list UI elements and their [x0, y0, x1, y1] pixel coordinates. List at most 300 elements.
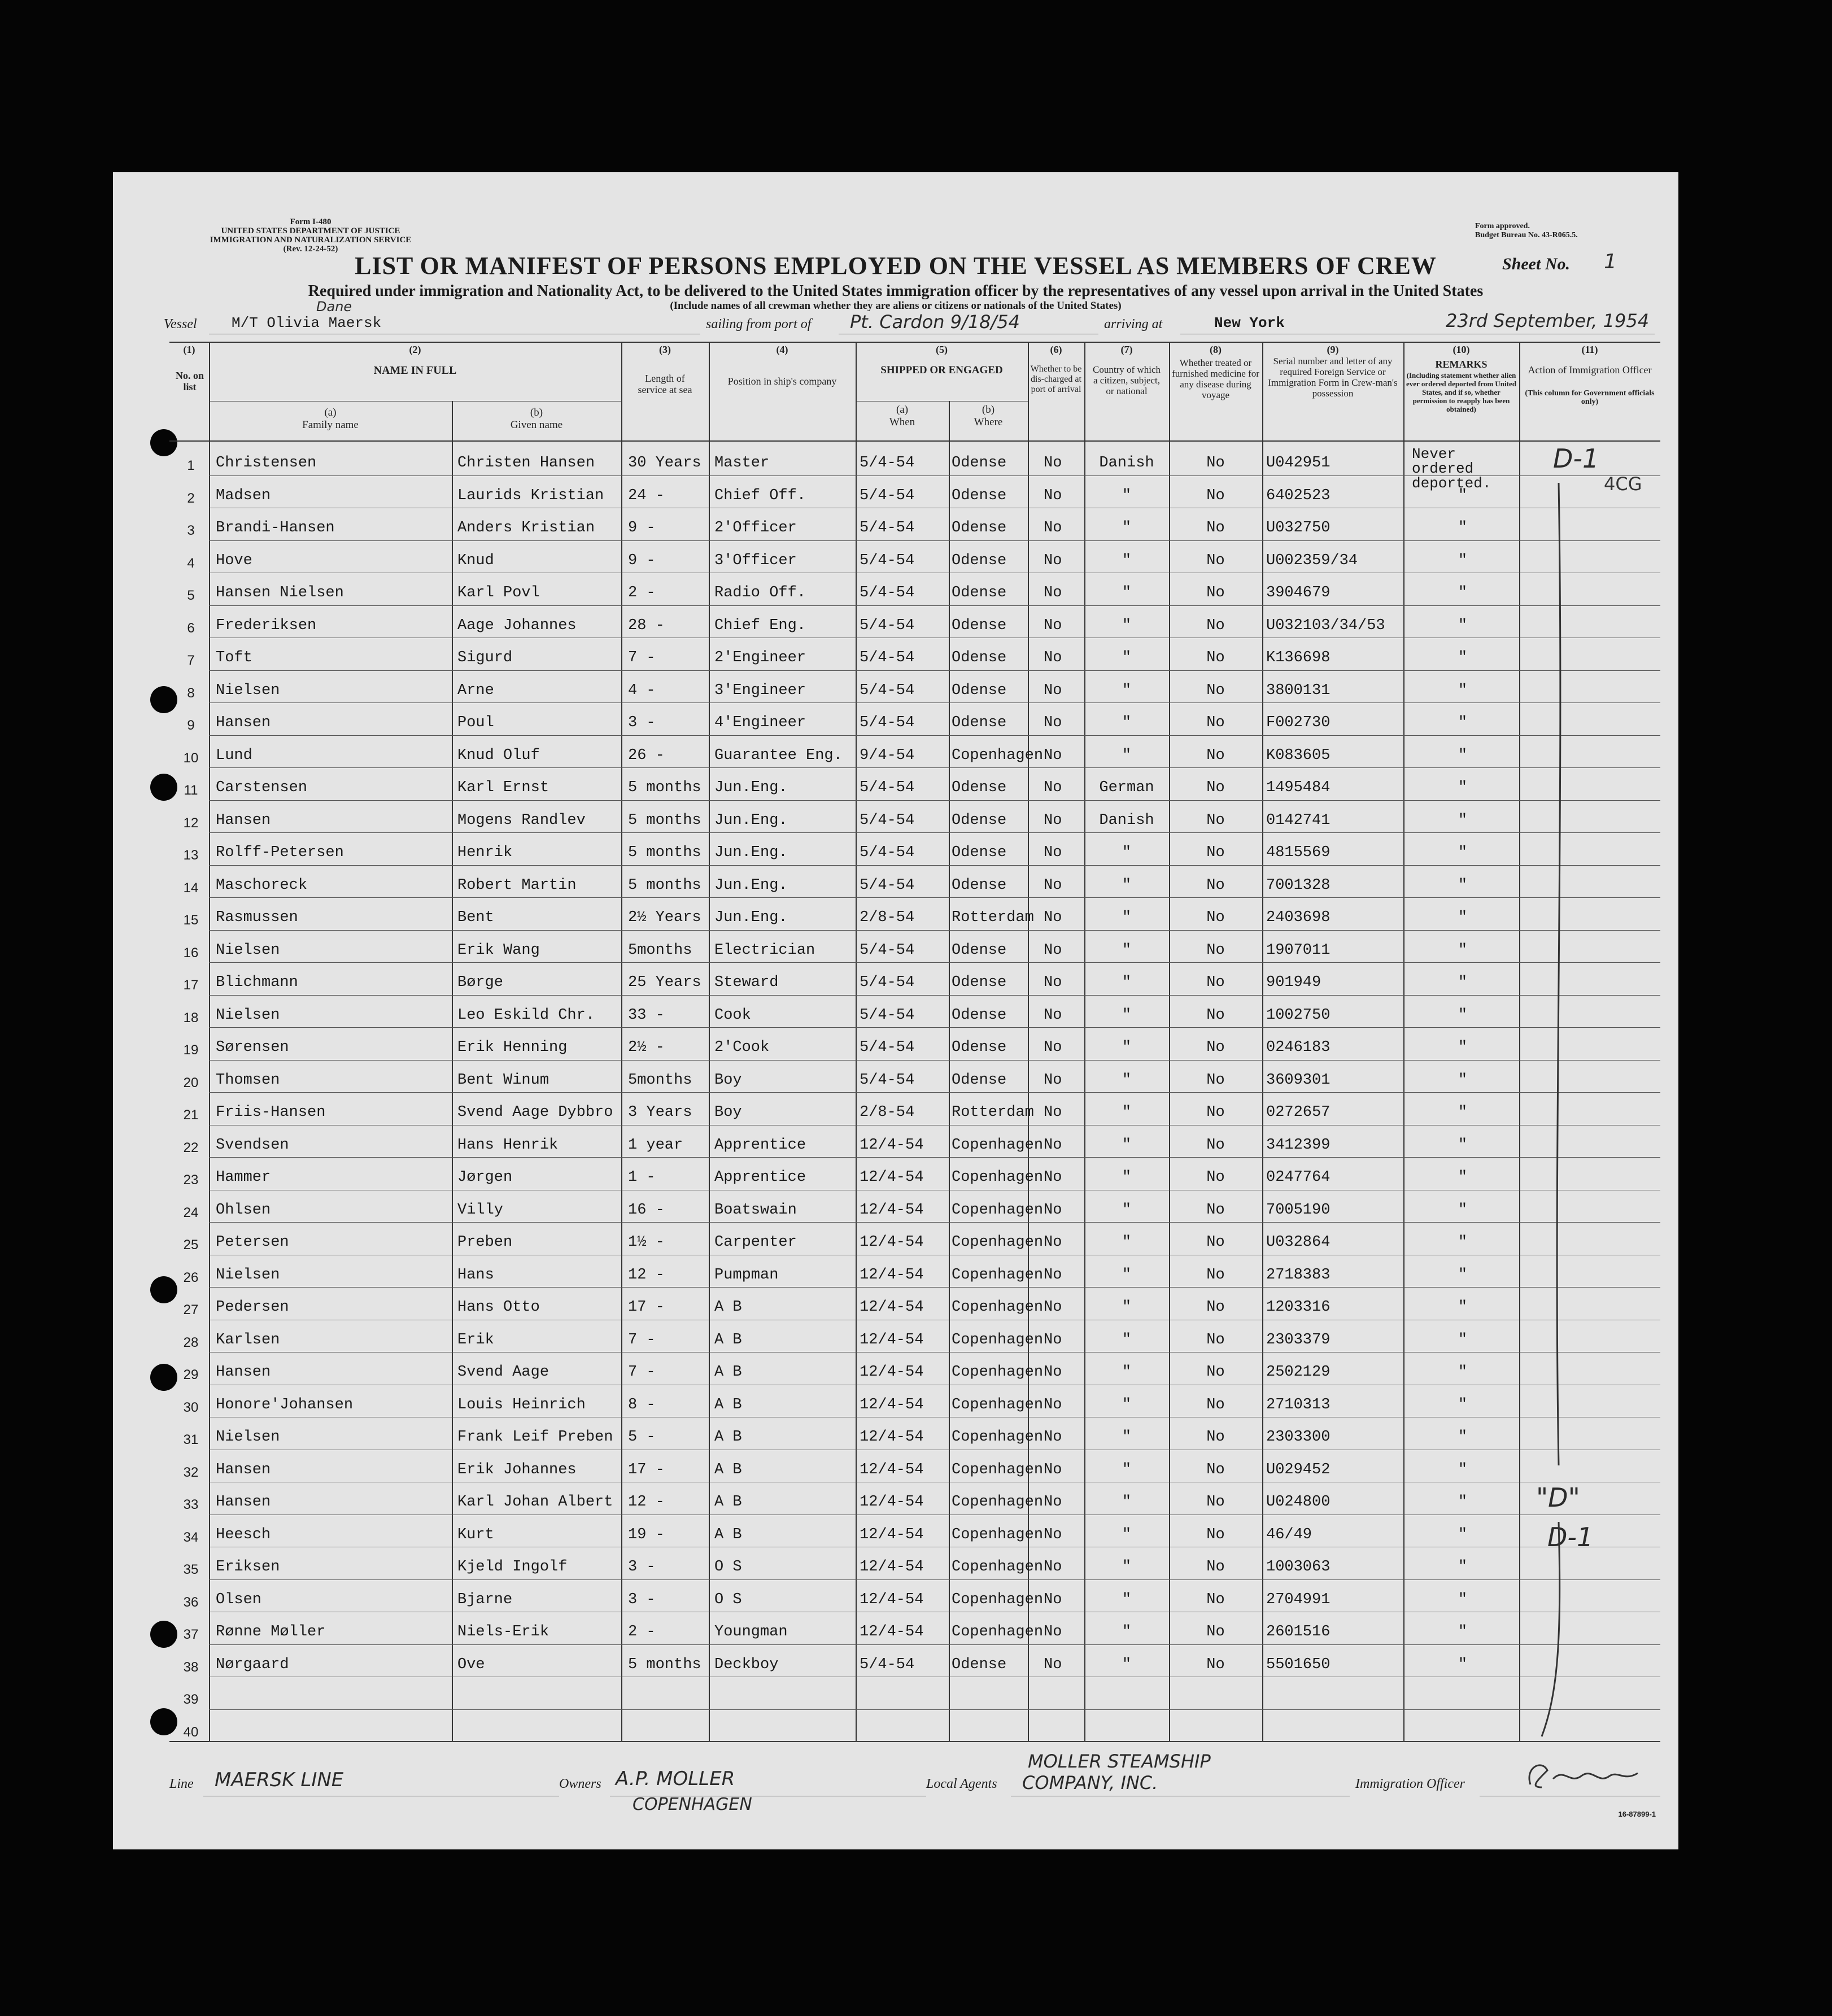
- cell-medicine: No: [1206, 974, 1225, 991]
- cell-medicine: No: [1206, 1267, 1225, 1284]
- row-number: 32: [183, 1465, 199, 1480]
- cell-given: Bjarne: [457, 1591, 513, 1608]
- cell-remarks: ": [1458, 1039, 1468, 1056]
- cell-where: Odense: [952, 974, 1007, 991]
- col-remarks: REMARKS: [1435, 359, 1488, 370]
- cell-service: 5 months: [628, 779, 701, 796]
- cell-position: Radio Off.: [714, 584, 806, 601]
- row-number: 8: [187, 686, 195, 701]
- col-5-number: (5): [936, 344, 948, 355]
- cell-when: 5/4-54: [860, 584, 915, 601]
- cell-medicine: No: [1206, 1429, 1225, 1446]
- cell-service: 3 -: [628, 1591, 656, 1608]
- cell-country: ": [1122, 974, 1132, 991]
- col-6-number: (6): [1050, 344, 1062, 355]
- sailing-port: Pt. Cardon 9/18/54: [850, 311, 1020, 333]
- cell-serial: 0272657: [1266, 1104, 1331, 1121]
- vessel-label: Vessel: [164, 317, 197, 331]
- cell-position: Cook: [714, 1007, 751, 1024]
- cell-where: Copenhagen: [952, 1559, 1044, 1576]
- cell-service: 5 months: [628, 812, 701, 829]
- cell-discharge: No: [1044, 1429, 1062, 1446]
- cell-discharge: No: [1044, 1591, 1062, 1608]
- cell-given: Louis Heinrich: [457, 1397, 586, 1413]
- cell-where: Copenhagen: [952, 1526, 1044, 1543]
- cell-when: 5/4-54: [860, 649, 915, 666]
- cell-position: Jun.Eng.: [714, 877, 788, 894]
- cell-where: Odense: [952, 779, 1007, 796]
- row-number: 33: [183, 1497, 199, 1512]
- cell-serial: U032750: [1266, 520, 1331, 536]
- cell-position: A B: [714, 1397, 742, 1413]
- cell-service: 17 -: [628, 1299, 665, 1316]
- cell-service: 25 Years: [628, 974, 701, 991]
- cell-when: 5/4-54: [860, 1072, 915, 1089]
- cell-given: Knud Oluf: [457, 747, 540, 764]
- cell-discharge: No: [1044, 1364, 1062, 1381]
- cell-country: ": [1122, 682, 1132, 699]
- row-number: 34: [183, 1530, 199, 1545]
- cell-medicine: No: [1206, 682, 1225, 699]
- cell-given: Hans Henrik: [457, 1137, 559, 1154]
- cell-family: Nielsen: [216, 1267, 280, 1284]
- cell-country: ": [1122, 1169, 1132, 1186]
- cell-serial: F002730: [1266, 714, 1331, 731]
- cell-where: Odense: [952, 487, 1007, 504]
- cell-serial: U029452: [1266, 1461, 1331, 1478]
- cell-where: Odense: [952, 1656, 1007, 1673]
- vessel-annotation: Dane: [316, 299, 352, 315]
- cell-position: Guarantee Eng.: [714, 747, 843, 764]
- cell-discharge: No: [1044, 909, 1062, 926]
- row-number: 12: [183, 815, 199, 831]
- cell-serial: 4815569: [1266, 844, 1331, 861]
- cell-medicine: No: [1206, 1007, 1225, 1024]
- cell-given: Preben: [457, 1234, 513, 1251]
- cell-service: 4 -: [628, 682, 656, 699]
- cell-country: ": [1122, 584, 1132, 601]
- cell-country: ": [1122, 552, 1132, 569]
- cell-position: Carpenter: [714, 1234, 797, 1251]
- row-number: 20: [183, 1075, 199, 1090]
- cell-remarks: ": [1458, 487, 1468, 504]
- annotation-d34: "D": [1536, 1482, 1580, 1513]
- cell-medicine: No: [1206, 1656, 1225, 1673]
- department: UNITED STATES DEPARTMENT OF JUSTICE: [221, 226, 400, 235]
- cell-when: 12/4-54: [860, 1202, 924, 1219]
- col-country: Country of which a citizen, subject, or national: [1093, 364, 1161, 396]
- cell-family: Petersen: [216, 1234, 289, 1251]
- cell-remarks: ": [1458, 520, 1468, 536]
- cell-serial: 2601516: [1266, 1624, 1331, 1640]
- cell-serial: 3800131: [1266, 682, 1331, 699]
- cell-country: ": [1122, 1591, 1132, 1608]
- cell-service: 30 Years: [628, 455, 701, 472]
- cell-serial: 2704991: [1266, 1591, 1331, 1608]
- cell-where: Odense: [952, 1039, 1007, 1056]
- cell-discharge: No: [1044, 1461, 1062, 1478]
- cell-given: Christen Hansen: [457, 455, 595, 472]
- cell-remarks: ": [1458, 1104, 1468, 1121]
- cell-service: 5 months: [628, 1656, 701, 1673]
- cell-when: 5/4-54: [860, 1656, 915, 1673]
- col-list-number: No. on list: [175, 370, 204, 392]
- cell-medicine: No: [1206, 1461, 1225, 1478]
- cell-given: Kjeld Ingolf: [457, 1559, 568, 1576]
- cell-when: 12/4-54: [860, 1559, 924, 1576]
- cell-serial: 1495484: [1266, 779, 1331, 796]
- cell-when: 5/4-54: [860, 974, 915, 991]
- cell-where: Copenhagen: [952, 1364, 1044, 1381]
- cell-remarks: ": [1458, 1656, 1468, 1673]
- cell-discharge: No: [1044, 812, 1062, 829]
- cell-when: 12/4-54: [860, 1299, 924, 1316]
- cell-when: 12/4-54: [860, 1591, 924, 1608]
- cell-given: Erik Johannes: [457, 1461, 577, 1478]
- cell-when: 5/4-54: [860, 1039, 915, 1056]
- cell-when: 5/4-54: [860, 844, 915, 861]
- cell-where: Copenhagen: [952, 1461, 1044, 1478]
- subtitle: Required under immigration and Nationality Act, to be delivered to the United States immigration officer by the representatives of any vessel upon arrival in the United States: [308, 282, 1484, 300]
- cell-service: 5months: [628, 1072, 692, 1089]
- row-number: 7: [187, 653, 195, 668]
- cell-position: Jun.Eng.: [714, 909, 788, 926]
- cell-where: Odense: [952, 812, 1007, 829]
- cell-serial: 0247764: [1266, 1169, 1331, 1186]
- cell-discharge: No: [1044, 520, 1062, 536]
- form-number: Form I-480: [290, 217, 331, 226]
- sheet-number-value: 1: [1604, 250, 1617, 273]
- cell-where: Copenhagen: [952, 1234, 1044, 1251]
- cell-serial: 7001328: [1266, 877, 1331, 894]
- line-value: MAERSK LINE: [215, 1769, 344, 1791]
- col-officer-action-note: (This column for Government officials only): [1525, 389, 1655, 406]
- cell-given: Svend Aage Dybbro: [457, 1104, 613, 1121]
- cell-family: Hansen: [216, 1364, 271, 1381]
- cell-serial: K136698: [1266, 649, 1331, 666]
- col-name-in-full: NAME IN FULL: [373, 364, 457, 377]
- cell-remarks: ": [1458, 1072, 1468, 1089]
- cell-country: ": [1122, 1364, 1132, 1381]
- arriving-port: New York: [1214, 315, 1285, 331]
- cell-country: ": [1122, 487, 1132, 504]
- cell-remarks: ": [1458, 1234, 1468, 1251]
- cell-remarks: ": [1458, 974, 1468, 991]
- cell-family: Toft: [216, 649, 252, 666]
- cell-where: Odense: [952, 1072, 1007, 1089]
- cell-discharge: No: [1044, 1039, 1062, 1056]
- row-number: 6: [187, 621, 195, 636]
- owners-city: COPENHAGEN: [633, 1795, 752, 1814]
- cell-serial: U032103/34/53: [1266, 617, 1385, 634]
- cell-remarks: ": [1458, 649, 1468, 666]
- cell-remarks: ": [1458, 1559, 1468, 1576]
- cell-service: 16 -: [628, 1202, 665, 1219]
- cell-given: Knud: [457, 552, 494, 569]
- cell-medicine: No: [1206, 1494, 1225, 1511]
- cell-service: 26 -: [628, 747, 665, 764]
- row-number: 35: [183, 1562, 199, 1577]
- cell-given: Sigurd: [457, 649, 513, 666]
- cell-country: ": [1122, 1332, 1132, 1349]
- cell-family: Sørensen: [216, 1039, 289, 1056]
- cell-serial: U042951: [1266, 455, 1331, 472]
- col-when: (a) When: [889, 404, 915, 428]
- cell-position: Electrician: [714, 942, 815, 959]
- officer-label: Immigration Officer: [1355, 1777, 1465, 1791]
- cell-medicine: No: [1206, 1397, 1225, 1413]
- cell-given: Aage Johannes: [457, 617, 577, 634]
- cell-discharge: No: [1044, 714, 1062, 731]
- cell-discharge: No: [1044, 942, 1062, 959]
- cell-where: Odense: [952, 552, 1007, 569]
- row-number: 40: [183, 1725, 199, 1740]
- row-number: 36: [183, 1595, 199, 1610]
- col-serial-number: Serial number and letter of any required Foreign Service or Immigration Form in Crew-man's possession: [1268, 356, 1398, 399]
- cell-remarks: ": [1458, 1007, 1468, 1024]
- cell-country: ": [1122, 747, 1132, 764]
- cell-where: Copenhagen: [952, 1137, 1044, 1154]
- cell-position: Youngman: [714, 1624, 788, 1640]
- row-number: 14: [183, 880, 199, 896]
- cell-position: Boatswain: [714, 1202, 797, 1219]
- cell-serial: 2718383: [1266, 1267, 1331, 1284]
- cell-where: Copenhagen: [952, 1429, 1044, 1446]
- annotation-4cg: 4CG: [1604, 473, 1642, 495]
- col-3-number: (3): [659, 344, 671, 355]
- cell-country: ": [1122, 714, 1132, 731]
- cell-medicine: No: [1206, 584, 1225, 601]
- cell-position: Chief Off.: [714, 487, 806, 504]
- cell-given: Bent: [457, 909, 494, 926]
- row-number: 9: [187, 718, 195, 733]
- cell-discharge: No: [1044, 552, 1062, 569]
- agents-value-2: COMPANY, INC.: [1022, 1772, 1158, 1794]
- cell-remarks: ": [1458, 1624, 1468, 1640]
- cell-serial: 7005190: [1266, 1202, 1331, 1219]
- cell-remarks: ": [1458, 1397, 1468, 1413]
- cell-discharge: No: [1044, 649, 1062, 666]
- cell-service: 28 -: [628, 617, 665, 634]
- col-11-number: (11): [1581, 344, 1598, 355]
- cell-serial: 901949: [1266, 974, 1321, 991]
- service: IMMIGRATION AND NATURALIZATION SERVICE: [210, 235, 412, 245]
- cell-position: 2'Engineer: [714, 649, 806, 666]
- sailing-label: sailing from port of: [706, 317, 812, 331]
- cell-country: ": [1122, 1104, 1132, 1121]
- cell-given: Arne: [457, 682, 494, 699]
- cell-country: ": [1122, 520, 1132, 536]
- cell-where: Odense: [952, 1007, 1007, 1024]
- cell-where: Copenhagen: [952, 1494, 1044, 1511]
- cell-remarks: ": [1458, 1429, 1468, 1446]
- row-number: 13: [183, 848, 199, 863]
- col-9-number: (9): [1327, 344, 1339, 355]
- cell-given: Karl Povl: [457, 584, 540, 601]
- cell-medicine: No: [1206, 844, 1225, 861]
- row-number: 5: [187, 588, 195, 603]
- cell-country: ": [1122, 1624, 1132, 1640]
- line-label: Line: [169, 1777, 194, 1791]
- cell-service: 5months: [628, 942, 692, 959]
- cell-serial: 3609301: [1266, 1072, 1331, 1089]
- row-number: 19: [183, 1042, 199, 1058]
- form-meta: [169, 217, 452, 254]
- cell-given: Hans: [457, 1267, 494, 1284]
- cell-position: 2'Cook: [714, 1039, 770, 1056]
- cell-country: ": [1122, 942, 1132, 959]
- cell-position: Jun.Eng.: [714, 779, 788, 796]
- cell-country: ": [1122, 1267, 1132, 1284]
- cell-position: Pumpman: [714, 1267, 779, 1284]
- cell-serial: 5501650: [1266, 1656, 1331, 1673]
- cell-discharge: No: [1044, 974, 1062, 991]
- cell-remarks: ": [1458, 1137, 1468, 1154]
- cell-serial: 46/49: [1266, 1526, 1312, 1543]
- cell-service: 12 -: [628, 1494, 665, 1511]
- col-2-number: (2): [409, 344, 421, 355]
- subtitle-note: (Include names of all crewman whether they are aliens or citizens or nationals of the United States): [670, 300, 1122, 312]
- cell-discharge: No: [1044, 1234, 1062, 1251]
- cell-medicine: No: [1206, 747, 1225, 764]
- cell-discharge: No: [1044, 487, 1062, 504]
- cell-service: 5 months: [628, 844, 701, 861]
- cell-medicine: No: [1206, 1169, 1225, 1186]
- cell-country: ": [1122, 877, 1132, 894]
- cell-service: 3 Years: [628, 1104, 692, 1121]
- manifest-sheet: [113, 172, 1678, 1849]
- cell-where: Odense: [952, 455, 1007, 472]
- cell-where: Copenhagen: [952, 1169, 1044, 1186]
- cell-serial: U002359/34: [1266, 552, 1358, 569]
- cell-discharge: No: [1044, 1494, 1062, 1511]
- cell-when: 5/4-54: [860, 1007, 915, 1024]
- cell-given: Erik: [457, 1332, 494, 1349]
- cell-family: Hansen: [216, 1461, 271, 1478]
- cell-remarks: ": [1458, 1364, 1468, 1381]
- cell-medicine: No: [1206, 1332, 1225, 1349]
- cell-when: 12/4-54: [860, 1429, 924, 1446]
- cell-when: 12/4-54: [860, 1461, 924, 1478]
- cell-given: Henrik: [457, 844, 513, 861]
- cell-family: Nielsen: [216, 1429, 280, 1446]
- cell-when: 2/8-54: [860, 1104, 915, 1121]
- cell-service: 2 -: [628, 584, 656, 601]
- col-7-number: (7): [1120, 344, 1133, 355]
- cell-family: Heesch: [216, 1526, 271, 1543]
- cell-country: ": [1122, 617, 1132, 634]
- row-number: 25: [183, 1237, 199, 1253]
- cell-serial: 1003063: [1266, 1559, 1331, 1576]
- cell-country: ": [1122, 1072, 1132, 1089]
- cell-country: Danish: [1099, 455, 1154, 472]
- row-number: 16: [183, 945, 199, 961]
- revision: (Rev. 12-24-52): [283, 245, 338, 254]
- form-code: 16-87899-1: [1618, 1810, 1656, 1818]
- cell-country: Danish: [1099, 812, 1154, 829]
- row-number: 2: [187, 491, 195, 506]
- row-number: 28: [183, 1335, 199, 1350]
- cell-serial: 2303379: [1266, 1332, 1331, 1349]
- cell-when: 12/4-54: [860, 1267, 924, 1284]
- row-number: 10: [183, 750, 199, 766]
- cell-discharge: No: [1044, 1072, 1062, 1089]
- cell-service: 33 -: [628, 1007, 665, 1024]
- cell-remarks: ": [1458, 1299, 1468, 1316]
- cell-medicine: No: [1206, 1591, 1225, 1608]
- budget-meta: [1475, 222, 1656, 240]
- cell-when: 5/4-54: [860, 520, 915, 536]
- cell-position: 4'Engineer: [714, 714, 806, 731]
- cell-service: 9 -: [628, 520, 656, 536]
- cell-medicine: No: [1206, 1039, 1225, 1056]
- cell-family: Hansen Nielsen: [216, 584, 344, 601]
- cell-remarks: ": [1458, 1332, 1468, 1349]
- col-4-number: (4): [776, 344, 788, 355]
- cell-given: Niels-Erik: [457, 1624, 549, 1640]
- col-given-name: (b) Given name: [510, 407, 563, 431]
- cell-where: Copenhagen: [952, 1624, 1044, 1640]
- cell-where: Copenhagen: [952, 1202, 1044, 1219]
- col-length-of-service: Length of service at sea: [638, 373, 692, 395]
- cell-family: Nielsen: [216, 942, 280, 959]
- cell-when: 2/8-54: [860, 909, 915, 926]
- owners-label: Owners: [559, 1777, 601, 1791]
- cell-position: A B: [714, 1364, 742, 1381]
- cell-remarks: ": [1458, 942, 1468, 959]
- cell-position: A B: [714, 1332, 742, 1349]
- cell-where: Odense: [952, 649, 1007, 666]
- cell-service: 1½ -: [628, 1234, 665, 1251]
- cell-position: A B: [714, 1461, 742, 1478]
- row-number: 39: [183, 1692, 199, 1707]
- cell-given: Erik Wang: [457, 942, 540, 959]
- col-officer-action: Action of Immigration Officer: [1528, 364, 1652, 376]
- cell-discharge: No: [1044, 1202, 1062, 1219]
- cell-medicine: No: [1206, 1364, 1225, 1381]
- cell-country: German: [1099, 779, 1154, 796]
- cell-when: 5/4-54: [860, 779, 915, 796]
- col-shipped-engaged: SHIPPED OR ENGAGED: [880, 364, 1003, 376]
- sheet-number-label: Sheet No.: [1502, 255, 1570, 273]
- cell-medicine: No: [1206, 649, 1225, 666]
- cell-given: Svend Aage: [457, 1364, 549, 1381]
- cell-country: ": [1122, 1494, 1132, 1511]
- cell-remarks: ": [1458, 682, 1468, 699]
- cell-medicine: No: [1206, 1234, 1225, 1251]
- cell-country: ": [1122, 1397, 1132, 1413]
- row-number: 24: [183, 1205, 199, 1220]
- cell-when: 5/4-54: [860, 877, 915, 894]
- cell-when: 5/4-54: [860, 812, 915, 829]
- cell-family: Carstensen: [216, 779, 308, 796]
- col-discharge: Whether to be dis-charged at port of arrival: [1030, 364, 1082, 394]
- cell-where: Copenhagen: [952, 1299, 1044, 1316]
- cell-medicine: No: [1206, 1072, 1225, 1089]
- cell-service: 17 -: [628, 1461, 665, 1478]
- cell-remarks: ": [1458, 1202, 1468, 1219]
- cell-family: Rolff-Petersen: [216, 844, 344, 861]
- cell-remarks: ": [1458, 877, 1468, 894]
- col-where: (b) Where: [974, 404, 1003, 428]
- cell-given: Bent Winum: [457, 1072, 549, 1089]
- cell-family: Madsen: [216, 487, 271, 504]
- cell-family: Nielsen: [216, 682, 280, 699]
- cell-where: Odense: [952, 520, 1007, 536]
- cell-serial: 6402523: [1266, 487, 1331, 504]
- cell-given: Karl Ernst: [457, 779, 549, 796]
- cell-serial: 3412399: [1266, 1137, 1331, 1154]
